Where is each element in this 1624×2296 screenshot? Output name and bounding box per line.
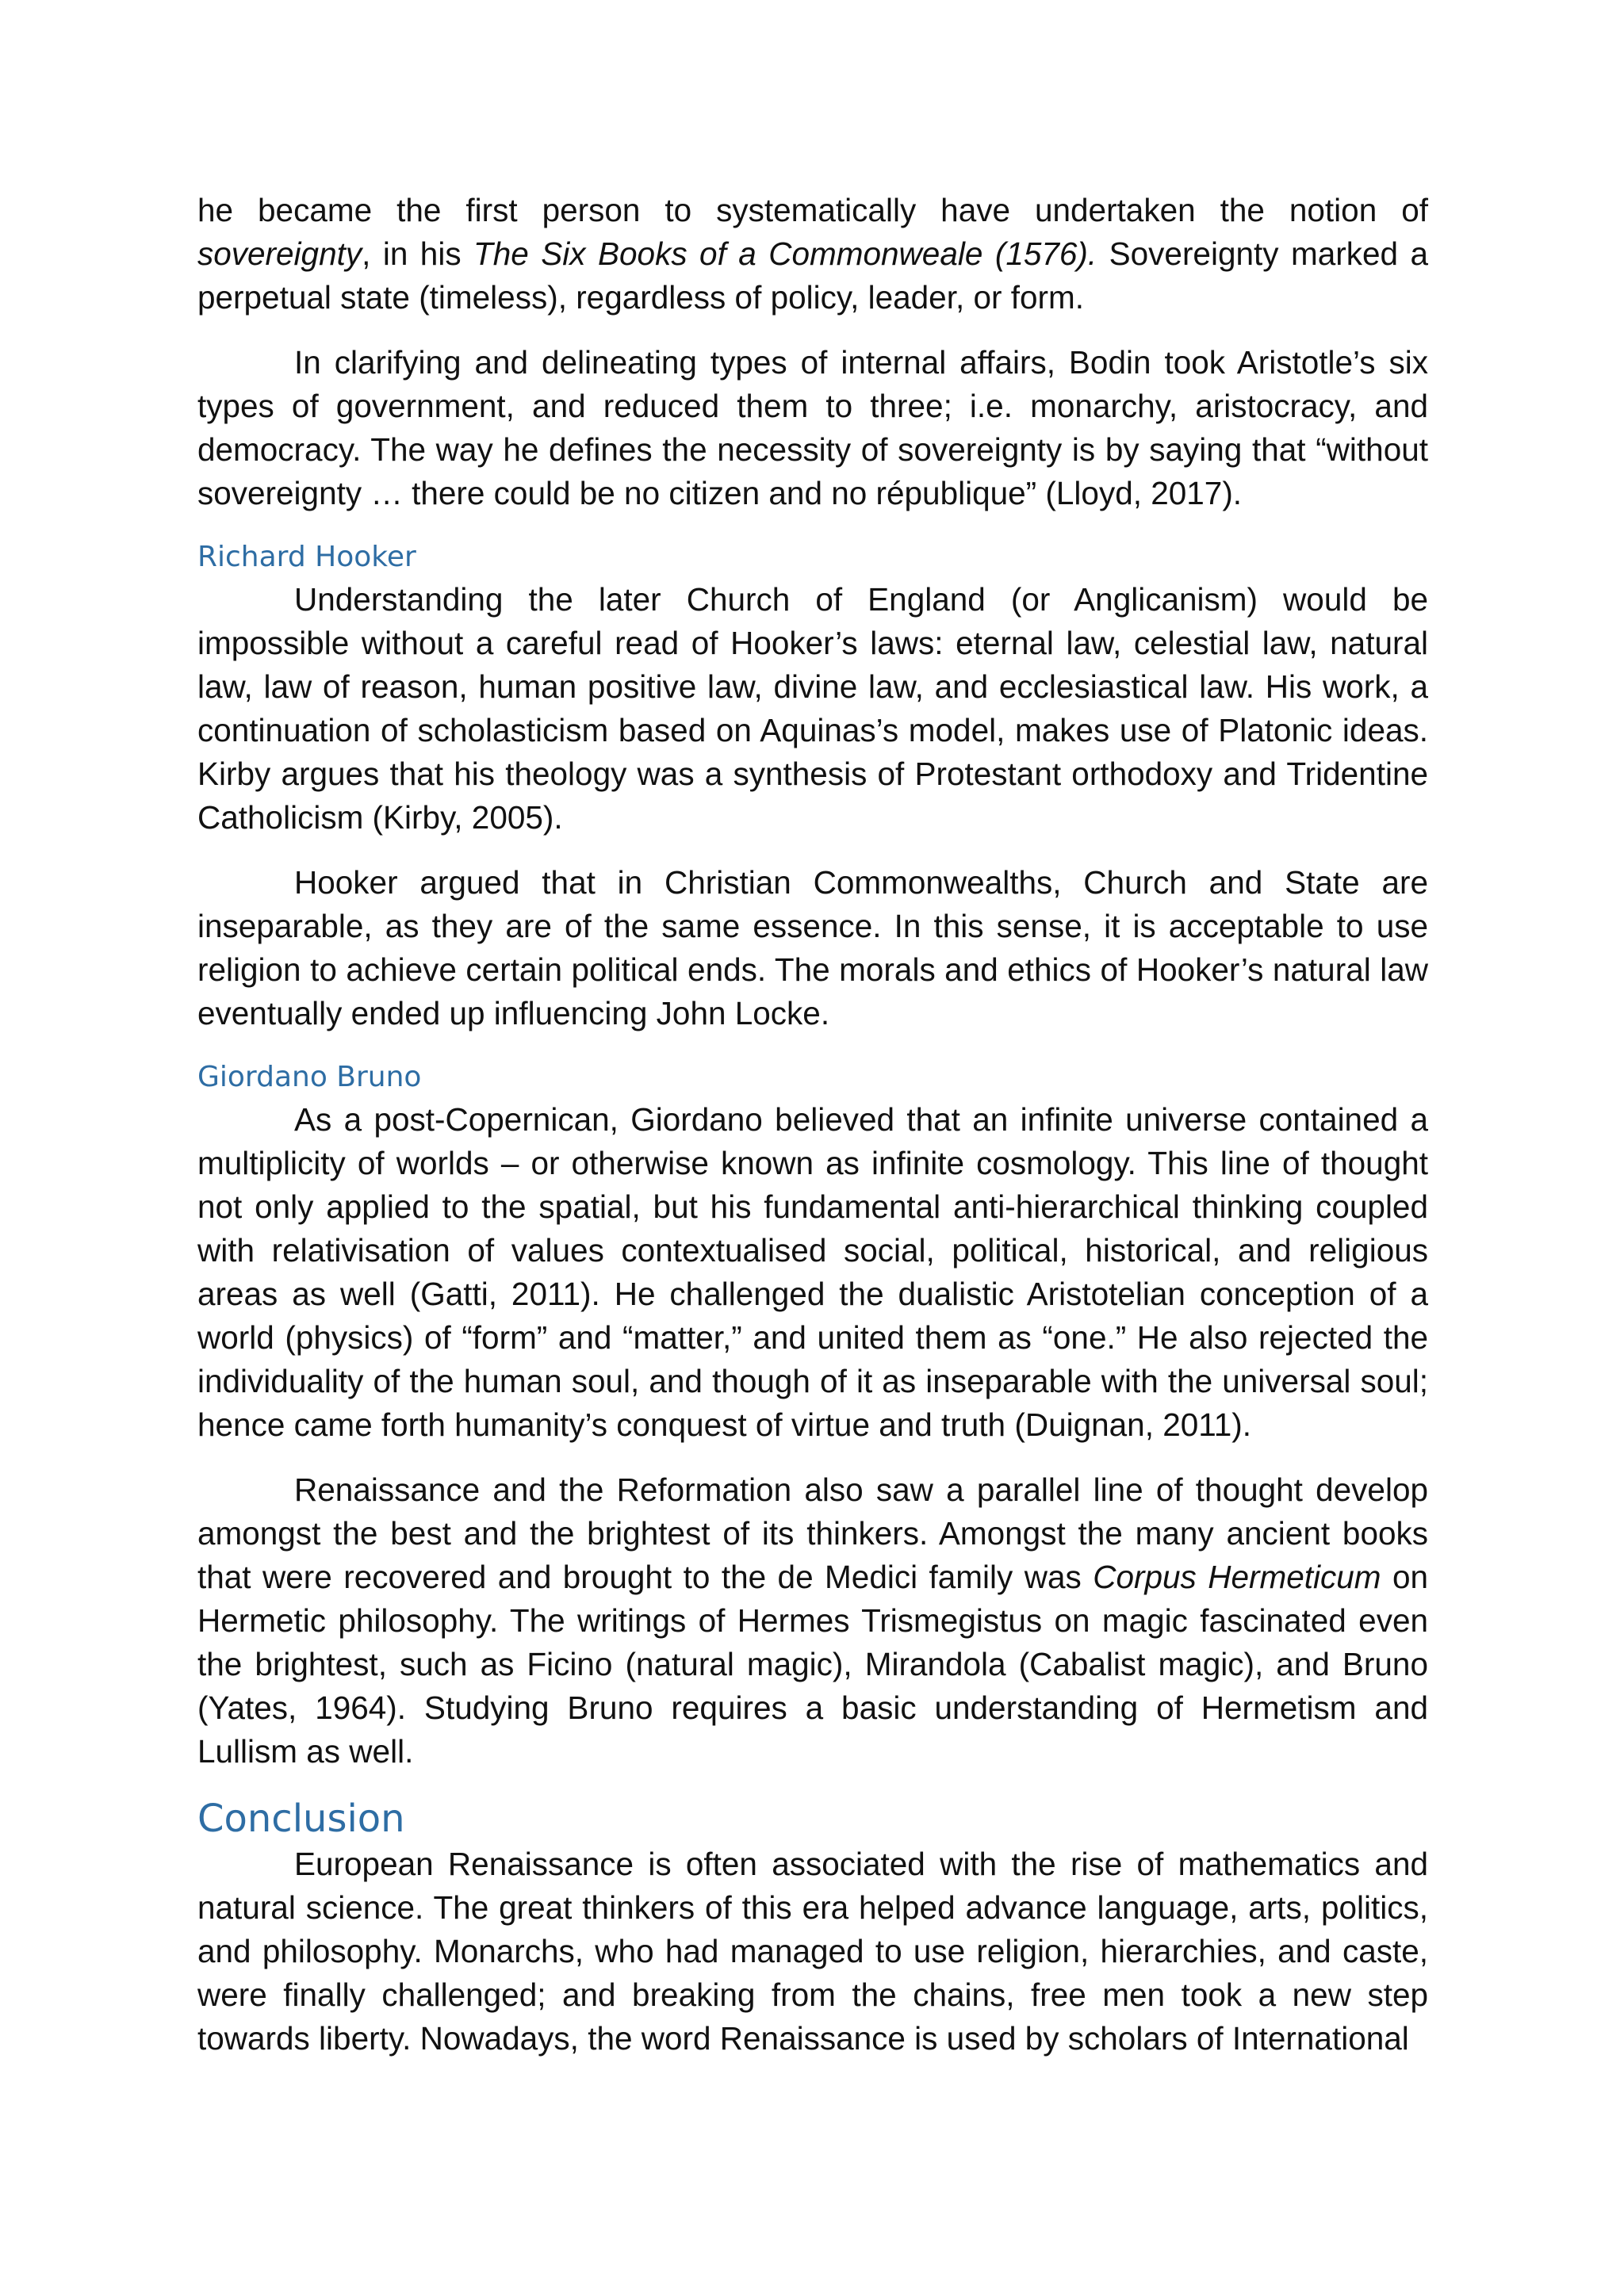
- italic-book-title: Corpus Hermeticum: [1093, 1559, 1381, 1595]
- paragraph-bodin-government: In clarifying and delineating types of internal affairs, Bodin took Aristotle’s six types of government, and reduced them to three; i.e. monarchy, aristocracy, and democracy. The way he defines the necessity of sovereignty is by saying that “without sovereignty … there could be no citizen and no république” (Lloyd, 2017).: [197, 344, 1428, 511]
- paragraph-text: , in his: [362, 235, 474, 272]
- paragraph-text: Sovereignty marked a perpetual state (timeless), regardless of policy, leader, or form.: [197, 235, 1428, 316]
- heading-richard-hooker: Richard Hooker: [197, 541, 416, 573]
- paragraph-sovereignty: [197, 189, 1428, 320]
- heading-conclusion: Conclusion: [197, 1797, 405, 1841]
- italic-term: sovereignty: [197, 235, 362, 272]
- paragraph-text: Renaissance and the Reformation also saw a parallel line of thought develop amongst the best and the brightest of its thinkers. Amongst the many ancient books that were recovered and brought to the de Medici family was: [197, 1471, 1428, 1595]
- paragraph-hooker-church-state: Hooker argued that in Christian Commonwealths, Church and State are inseparable, as they are of the same essence. In this sense, it is acceptable to use religion to achieve certain political ends. The morals and ethics of Hooker’s natural law eventually ended up influencing John Locke.: [197, 864, 1428, 1031]
- paragraph-text: on Hermetic philosophy. The writings of Hermes Trismegistus on magic fascinated even the brightest, such as Ficino (natural magic), Mirandola (Cabalist magic), and Bruno (Yates, 1964). Studying Bruno requires a basic understanding of Hermetism and Lullism as well.: [197, 1559, 1428, 1770]
- italic-book-title: The Six Books of a Commonweale (1576).: [473, 235, 1097, 272]
- paragraph-text: he became the first person to systematically have undertaken the notion of: [197, 192, 1428, 228]
- paragraph-hooker-laws: Understanding the later Church of England (or Anglicanism) would be impossible without a careful read of Hooker’s laws: eternal law, celestial law, natural law, law of reason, human positive law, divine law, and ecclesiastical law. His work, a continuation of scholasticism based on Aquinas’s model, makes use of Platonic ideas. Kirby argues that his theology was a synthesis of Protestant orthodoxy and Tridentine Catholicism (Kirby, 2005).: [197, 581, 1428, 836]
- paragraph-bruno-cosmology: As a post-Copernican, Giordano believed that an infinite universe contained a multiplicity of worlds – or otherwise known as infinite cosmology. This line of thought not only applied to the spatial, but his fundamental anti-hierarchical thinking coupled with relativisation of values contextualised social, political, historical, and religious areas as well (Gatti, 2011). He challenged the dualistic Aristotelian conception of a world (physics) of “form” and “matter,” and united them as “one.” He also rejected the individuality of the human soul, and though of it as inseparable with the universal soul; hence came forth humanity’s conquest of virtue and truth (Duignan, 2011).: [197, 1101, 1428, 1443]
- paragraph-conclusion: European Renaissance is often associated with the rise of mathematics and natural science. The great thinkers of this era helped advance language, arts, politics, and philosophy. Monarchs, who had managed to use religion, hierarchies, and caste, were finally challenged; and breaking from the chains, free men took a new step towards liberty. Nowadays, the word Renaissance is used by scholars of International: [197, 1846, 1428, 2057]
- document-body: [197, 189, 1428, 2082]
- heading-giordano-bruno: Giordano Bruno: [197, 1061, 422, 1093]
- paragraph-hermetism: [197, 1468, 1428, 1774]
